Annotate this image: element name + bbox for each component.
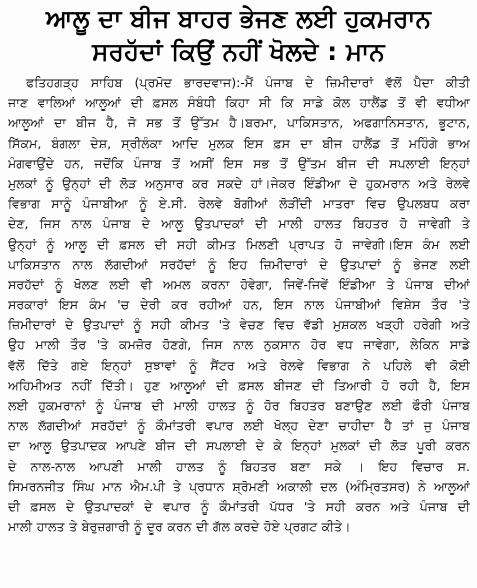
article-line: ਜਾਣ ਵਾਲਿਆਂ ਆਲੂਆਂ ਦੀ ਫ਼ਸਲ ਸੰਬੰਧੀ ਕਿਹਾ ਸੀ ਕਿ ਸਾਡੇ ਕੋਲ ਹਾਲੈਂਡ ਤੋਂ ਵੀ ਵਧੀਆ: [8, 95, 470, 111]
article-line: ਸਿਮਰਨਜੀਤ ਸਿੰਘ ਮਾਨ ਐਮ.ਪੀ ਤੇ ਪ੍ਰਧਾਨ ਸ਼੍ਰੋਮਣੀ ਅਕਾਲੀ ਦਲ (ਅੰਮ੍ਰਿਤਸਰ) ਨੇ ਆਲੂਆਂ: [8, 478, 470, 494]
article-line: ਸਰਹੱਦਾਂ ਨੂੰ ਖੋਲਣ ਲਈ ਵੀ ਅਮਲ ਕਰਨਾ ਹੋਵੇਗਾ, ਜਿਵੇਂ-ਜਿਵੇਂ ਇੰਡੀਆ ਤੇ ਪੰਜਾਬ ਦੀਆਂ: [8, 276, 470, 292]
article-line: ਮਾਲੀ ਹਾਲਤ ਤੇ ਬੇਰੁਜ਼ਗਾਰੀ ਨੂੰ ਦੂਰ ਕਰਨ ਦੀ ਗੱਲ ਕਰਦੇ ਹੋਏ ਪ੍ਰਗਟ ਕੀਤੇ।: [8, 519, 351, 535]
headline-line-1: ਆਲੂ ਦਾ ਬੀਜ ਬਾਹਰ ਭੇਜਣ ਲਈ ਹੁਕਮਰਾਨ: [45, 4, 432, 33]
article-line: ਦੇ ਨਾਲ-ਨਾਲ ਆਪਣੀ ਮਾਲੀ ਹਾਲਤ ਨੂੰ ਬਿਹਤਰ ਬਣਾ ਸਕੇ । ਇਹ ਵਿਚਾਰ ਸ.: [8, 458, 470, 474]
article-line: ਜ਼ਿਮੀਦਾਰਾਂ ਦੇ ਉਤਪਾਦਾਂ ਨੂੰ ਸਹੀ ਕੀਮਤ 'ਤੇ ਵੇਚਣ ਵਿਚ ਵੱਡੀ ਮੁਸ਼ਕਲ ਖੜ੍ਹੀ ਹਰੇਗੀ ਅਤੇ: [8, 317, 470, 333]
article-line: ਅਹਿਮੀਅਤ ਨਹੀਂ ਦਿੱਤੀ। ਹੁਣ ਆਲੂਆਂ ਦੀ ਫ਼ਸਲ ਬੀਜਣ ਦੀ ਤਿਆਰੀ ਹੋ ਰਹੀ ਹੈ, ਇਸ: [8, 377, 470, 393]
article-line: ਵਿਭਾਗ ਸਾਨੂੰ ਪੰਜਾਬੀਆ ਨੂੰ ਏ.ਸੀ. ਰੇਲਵੇ ਬੋਗੀਆਂ ਲੋੜੀਂਦੀ ਮਾਤਰਾ ਵਿਚ ਉਪਲਬਧ ਕਰਾ: [8, 196, 470, 212]
article-line: ਦੇਣ, ਜਿਸ ਨਾਲ ਪੰਜਾਬ ਦੇ ਆਲੂ ਉਤਪਾਦਕਾਂ ਦੀ ਮਾਲੀ ਹਾਲਤ ਬਿਹਤਰ ਹੋ ਜਾਵੇਗੀ ਤੇ: [8, 216, 470, 232]
article-line: ਦਾ ਆਲੂ ਉਤਪਾਦਕ ਆਪਣੇ ਬੀਜ ਦੀ ਸਪਲਾਈ ਦੇ ਕੇ ਇਨ੍ਹਾਂ ਮੁਲਕਾਂ ਦੀ ਲੋੜ ਪੂਰੀ ਕਰਨ: [8, 438, 470, 454]
article-line: ਫਤਿਹਗੜ੍ਹ ਸਾਹਿਬ (ਪ੍ਰਮੋਦ ਭਾਰਦਵਾਜ):-ਮੈਂ ਪੰਜਾਬ ਦੇ ਜ਼ਿਮੀਦਾਰਾਂ ਵੱਲੋਂ ਪੈਦਾ ਕੀਤੀ: [26, 75, 470, 90]
article-line: ਮੰਗਵਾਉਂਦੇ ਹਨ, ਜਦੋਂਕਿ ਪੰਜਾਬ ਤੋਂ ਅਸੀਂ ਇਸ ਸਭ ਤੋਂ ਉੱਤਮ ਬੀਜ ਦੀ ਸਪਲਾਈ ਇਨ੍ਹਾਂ: [8, 155, 470, 171]
article-line: ਦੀ ਫ਼ਸਲ ਦੇ ਉਤਪਾਦਕਾਂ ਦੇ ਵਪਾਰ ਨੂੰ ਕੌਮਾਂਤਰੀ ਪੱਧਰ 'ਤੇ ਸਹੀ ਕਰਨ ਅਤੇ ਪੰਜਾਬ ਦੀ: [8, 498, 470, 514]
article-line: ਮੁਲਕਾਂ ਨੂੰ ਉਨ੍ਹਾਂ ਦੀ ਲੋੜ ਅਨੁਸਾਰ ਕਰ ਸਕਦੇ ਹਾਂ।ਜੇਕਰ ਇੰਡੀਆ ਦੇ ਹੁਕਮਰਾਨ ਅਤੇ ਰੇਲਵੇ: [8, 175, 470, 191]
article-line: ਨਾਲ ਲੱਗਦੀਆਂ ਸਰਹੱਦਾਂ ਨੂੰ ਕੌਮਾਂਤਰੀ ਵਪਾਰ ਲਈ ਖੋਲ੍ਹ ਦੇਣਾ ਚਾਹੀਦਾ ਹੈ ਤਾਂ ਜੁ ਪੰਜਾਬ: [8, 418, 470, 434]
article-line: ਪਾਕਿਸਤਾਨ ਨਾਲ ਲੱਗਦੀਆਂ ਸਰਹੱਦਾਂ ਨੂੰ ਇਹ ਜ਼ਿਮੀਦਾਰਾਂ ਦੇ ਉਤਪਾਦਾਂ ਨੂੰ ਭੇਜਣ ਲਈ: [8, 256, 470, 272]
article-line: ਉਹ ਮਾਲੀ ਤੌਰ 'ਤੇ ਕਮਜ਼ੋਰ ਹੋਣਗੇ, ਜਿਸ ਨਾਲ ਨੁਕਸਾਨ ਹੋਰ ਵਧ ਜਾਵੇਗਾ, ਲੇਕਿਨ ਸਾਡੇ: [8, 337, 470, 353]
article-body: [0, 73, 477, 537]
article-line: ਵੱਲੋਂ ਦਿੱਤੇ ਗਏ ਇਨ੍ਹਾਂ ਸੁਝਾਵਾਂ ਨੂੰ ਸੈਂਟਰ ਅਤੇ ਰੇਲਵੇ ਵਿਭਾਗ ਨੇ ਪਹਿਲੇ ਵੀ ਕੋਈ: [8, 357, 470, 373]
article-line: ਸਿੱਕਮ, ਬੰਗਲਾ ਦੇਸ਼, ਸ੍ਰੀਲੰਕਾ ਆਦਿ ਮੁਲਕ ਇਸ ਫ਼ਸ ਦਾ ਬੀਜ ਹਾਲੈਂਡ ਤੋਂ ਮਹਿੰਗੇ ਭਾਅ: [8, 135, 470, 151]
headline-line-2: ਸਰਹੱਦਾਂ ਕਿਉਂ ਨਹੀਂ ਖੋਲਦੇ : ਮਾਨ: [92, 37, 385, 66]
article-line: ਸਰਕਾਰਾਂ ਇਸ ਕੰਮ 'ਚ ਦੇਰੀ ਕਰ ਰਹੀਆਂ ਹਨ, ਇਸ ਨਾਲ ਪੰਜਾਬੀਆਂ ਵਿਸ਼ੇਸ ਤੌਰ 'ਤੇ: [8, 297, 470, 313]
article-line: ਉਨ੍ਹਾਂ ਨੂੰ ਆਲੂ ਦੀ ਫ਼ਸਲ ਦੀ ਸਹੀ ਕੀਮਤ ਮਿਲਣੀ ਪ੍ਰਾਪਤ ਹੋ ਜਾਵੇਗੀ।ਇਸ ਕੰਮ ਲਈ: [8, 236, 470, 252]
article-line: ਲਈ ਹੁਕਮਰਾਨਾਂ ਨੂੰ ਪੰਜਾਬ ਦੀ ਮਾਲੀ ਹਾਲਤ ਨੂੰ ਹੋਰ ਬਿਹਤਰ ਬਣਾਉਣ ਲਈ ਫੌਰੀ ਪੰਜਾਬ: [8, 398, 470, 413]
article-line: ਆਲੂਆਂ ਦਾ ਬੀਜ ਹੈ, ਜੋ ਸਭ ਤੋਂ ਉੱਤਮ ਹੈ।ਬਰਮਾ, ਪਾਕਿਸਤਾਨ, ਅਫਗਾਨਿਸਤਾਨ, ਭੂਟਾਨ,: [8, 115, 470, 131]
